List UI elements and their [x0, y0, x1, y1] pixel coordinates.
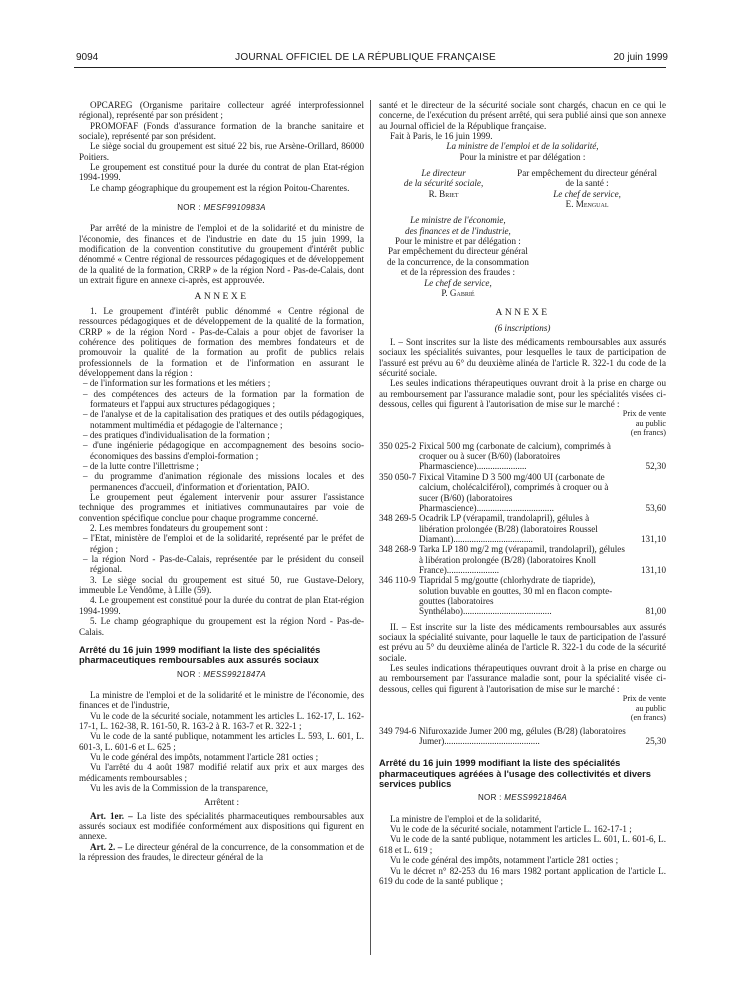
- signature-block: [379, 168, 666, 209]
- medication-row: [379, 441, 666, 472]
- paragraph: Le groupement peut également intervenir pour assurer l'assistance technique des programmes et initiatives communautaires par voie de convention spécifique conclue pour chaque programme concerné.: [79, 492, 364, 523]
- annexe-heading: ANNEXE: [495, 308, 550, 319]
- paragraph: Vu le code de la santé publique, notamment les articles L. 601, L. 601-6, L. 618 et L. 619 ;: [379, 834, 666, 855]
- signatory-title: Par empêchement du directeur général: [517, 168, 658, 179]
- list-item: – du programme d'animation régionale des missions locales et des permanences d'accueil, d'information et d'orientation, PAIO.: [83, 471, 364, 492]
- paragraph: Vu les avis de la Commission de la transparence,: [90, 783, 268, 794]
- paragraph: Vu le code de la sécurité sociale, notamment l'article L. 162-17-1 ;: [390, 824, 632, 835]
- paragraph: Le siège social du groupement est situé 22 bis, rue Arsène-Orillard, 86000 Poitiers.: [79, 141, 364, 162]
- list-item: – de l'information sur les formations et les métiers ;: [83, 378, 271, 389]
- paragraph: La ministre de l'emploi et de la solidarité et le ministre de l'économie, des finances et de l'industrie,: [79, 690, 364, 711]
- medication-price: 52,30: [645, 461, 666, 472]
- signatory-name: E. Mengual: [565, 199, 609, 210]
- list-item: – d'une ingénierie pédagogique en accompagnement des besoins socio-économiques des bassins d'emploi-formation ;: [83, 440, 364, 461]
- list-item: – de l'analyse et de la capitalisation des pratiques et des outils pédagogiques, notamment multimédia et pédagogie de l'alternance ;: [83, 409, 364, 430]
- signature-block-2: [379, 215, 537, 298]
- signatory-name: P. Gabrié: [441, 287, 475, 298]
- paragraph: 5. Le champ géographique du groupement est la région Nord - Pas-de-Calais.: [79, 616, 364, 637]
- annexe-heading: ANNEXE: [194, 291, 249, 302]
- delegation: Par empêchement du directeur général: [387, 246, 528, 257]
- medication-row: [379, 472, 666, 513]
- signatory-title: Le directeur: [421, 168, 466, 179]
- nor-reference: NOR : MESS9921846A: [477, 793, 568, 803]
- right-column: [379, 100, 666, 886]
- medication-price: 53,60: [645, 502, 666, 513]
- price-header: Prix de vente au public (en francs): [622, 694, 666, 723]
- paragraph: Les seules indications thérapeutiques ouvrant droit à la prise en charge ou au remboursement par l'assurance maladie sont, pour les spécialités visées ci-dessous, celles qui figurent à l'autorisation de mise sur le marché :: [379, 378, 666, 409]
- medication-row: 349 794-6 Nifuroxazide Jumer 200 mg, gélules (B/28) (laboratoires Jumer).......................................... 25,30: [379, 725, 666, 746]
- issue-date: 20 juin 1999: [613, 52, 668, 63]
- medication-description: Fixical Vitamine D 3 500 mg/400 UI (carbonate de calcium, cholécalciférol), comprimés à croquer ou à sucer (B/60) (laboratoires Pharmascience)..................................: [419, 471, 609, 513]
- medication-list: [379, 441, 666, 617]
- paragraph: Le champ géographique du groupement est la région Poitou-Charentes.: [90, 182, 350, 193]
- page-number: 9094: [76, 52, 99, 63]
- paragraph: 2. Les membres fondateurs du groupement sont :: [90, 523, 268, 534]
- paragraph: Vu le décret n° 82-253 du 16 mars 1982 portant application de l'article L. 619 du code de la santé publique ;: [379, 865, 666, 886]
- paragraph: santé et le directeur de la sécurité sociale sont chargés, chacun en ce qui le concerne, de l'exécution du présent arrêté, qui sera publié ainsi que son annexe au Journal officiel de la République française.: [379, 100, 666, 131]
- paragraph: Vu le code général des impôts, notamment l'article 281 octies ;: [90, 752, 319, 763]
- signatory-ministry: La ministre de l'emploi et de la solidarité,: [446, 141, 599, 152]
- price-header: Prix de vente au public (en francs): [622, 409, 666, 438]
- medication-row: [379, 513, 666, 544]
- medication-row: [379, 544, 666, 575]
- journal-title: JOURNAL OFFICIEL DE LA RÉPUBLIQUE FRANÇAISE: [235, 52, 496, 63]
- paragraph: PROMOFAF (Fonds d'assurance formation de la branche sanitaire et sociale), représenté par son président.: [79, 120, 364, 142]
- delegation: Pour la ministre et par délégation :: [459, 151, 586, 162]
- signatory-ministry: Le ministre de l'économie,: [410, 215, 506, 226]
- left-column: [79, 100, 364, 863]
- paragraph: Vu l'arrêté du 4 août 1987 modifié relatif aux prix et aux marges des médicaments remboursables ;: [79, 762, 364, 783]
- delegation: Pour le ministre et par délégation :: [395, 236, 521, 247]
- paragraph: Le groupement est constitué pour la durée du contrat de plan Etat-région 1994-1999.: [79, 162, 364, 183]
- medication-description: Ocadrik LP (vérapamil, trandolapril), gélules à libération prolongée (B/28) (laboratoires Roussel Diamant)...................................: [419, 513, 598, 544]
- nor-reference: NOR : MESF9910983A: [177, 203, 266, 213]
- column-divider: [370, 100, 371, 955]
- decree-title: Arrêté du 16 juin 1999 modifiant la liste des spécialités pharmaceutiques remboursables aux assurés sociaux: [79, 644, 321, 666]
- medication-price: 81,00: [645, 606, 666, 617]
- page-header: [0, 50, 731, 66]
- medication-price: 131,10: [640, 533, 666, 544]
- paragraph: 4. Le groupement est constitué pour la durée du contrat de plan Etat-région 1994-1999.: [79, 595, 364, 616]
- medication-code: 350 025-2: [379, 440, 417, 451]
- list-item: – des compétences des acteurs de la formation par la formation de formateurs et l'appui aux structures pédagogiques ;: [83, 388, 364, 409]
- paragraph: La ministre de l'emploi et de la solidarité,: [390, 813, 542, 824]
- list-item: – de la lutte contre l'illettrisme ;: [83, 461, 199, 471]
- medication-description: Tarka LP 180 mg/2 mg (vérapamil, trandolapril), gélules à libération prolongée (B/28) (laboratoires Knoll France).......................: [419, 544, 625, 575]
- paragraph: OPCAREG (Organisme paritaire collecteur agréé interprofessionnel régional), représenté par son président ;: [79, 100, 364, 121]
- decree-title: Arrêté du 16 juin 1999 modifiant la liste des spécialités pharmaceutiques agréées à l'usage des collectivités et divers services publics: [379, 758, 651, 790]
- medication-description: Fixical 500 mg (carbonate de calcium), comprimés à croquer ou à sucer (B/60) (laboratoires Pharmascience)......................: [419, 440, 611, 472]
- signatory-title: Le chef de service,: [553, 188, 621, 199]
- signatory-ministry: des finances et de l'industrie,: [405, 225, 511, 236]
- signatory-name: R. Briet: [428, 188, 459, 199]
- paragraph: 1. Le groupement d'intérêt public dénommé « Centre régional de ressources pédagogiques et de développement de la qualité de la formation, CRRP » de la région Nord - Pas-de-Calais a pour objet de favoriser la cohérence des politiques de formation des membres fondateurs et de promouvoir la qualité de la formation au profit de publics relais professionnels de la formation et de l'information en assurant le développement dans la région :: [79, 305, 364, 378]
- nor-reference: NOR : MESS9921847A: [176, 669, 267, 679]
- article-1: Art. 1er. – La liste des spécialités pharmaceutiques remboursables aux assurés sociaux est modifiée conformément aux dispositions qui figurent en annexe.: [79, 810, 364, 842]
- inscriptions-count: (6 inscriptions): [494, 322, 551, 333]
- signatory-title: de la sécurité sociale,: [403, 178, 484, 189]
- medication-price: 131,10: [640, 564, 666, 575]
- medication-description: Tiapridal 5 mg/goutte (chlorhydrate de tiapride), solution buvable en gouttes, 30 ml en flacon compte-gouttes (laboratoires Synthélabo).......................................: [419, 575, 613, 617]
- paragraph: Par arrêté de la ministre de l'emploi et de la solidarité et du ministre de l'économie, des finances et de l'industrie en date du 15 juin 1999, la modification de la convention constitutive du groupement d'intérêt public dénommé « Centre régional de ressources pédagogiques et de développement de la qualité de la formation, CRRP » de la région Nord - Pas-de-Calais, dont un extrait figure en annexe ci-après, est approuvée.: [79, 223, 364, 286]
- paragraph: Les seules indications thérapeutiques ouvrant droit à la prise en charge ou au remboursement par l'assurance maladie sont, pour la spécialité visée ci-dessous, celles qui figurent à l'autorisation de mise sur le marché :: [379, 663, 666, 694]
- delegation: de la concurrence, de la consommation: [386, 256, 529, 267]
- list-item: – la région Nord - Pas-de-Calais, représentée par le président du conseil régional.: [83, 554, 364, 575]
- medication-code: 348 269-5: [379, 513, 417, 524]
- medication-code: 346 110-9: [379, 575, 416, 586]
- paragraph: Vu le code général des impôts, notamment l'article 281 octies ;: [390, 855, 619, 866]
- header-rule: [74, 67, 666, 68]
- delegation: et de la répression des fraudes :: [400, 267, 515, 278]
- paragraph: Vu le code de la sécurité sociale, notamment les articles L. 162-17, L. 162-17-1, L. 162-38, R. 161-50, R. 163-2 à R. 163-7 et R. 322-1 ;: [79, 710, 364, 732]
- paragraph: I. – Sont inscrites sur la liste des médicaments remboursables aux assurés sociaux les spécialités suivantes, pour lesquelles le taux de participation de l'assuré est prévu au 6° du deuxième alinéa de l'article R. 322-1 du code de la sécurité sociale.: [379, 336, 666, 378]
- signatory-title: de la santé :: [565, 178, 609, 189]
- signature-place-date: Fait à Paris, le 16 juin 1999.: [390, 131, 493, 142]
- signatory-title: Le chef de service,: [424, 277, 492, 288]
- medication-code: 348 268-9: [379, 544, 417, 555]
- arretent: Arrêtent :: [203, 797, 240, 808]
- list-item: – des pratiques d'individualisation de la formation ;: [83, 429, 270, 440]
- list-item: – l'Etat, ministère de l'emploi et de la solidarité, représenté par le préfet de région ;: [83, 533, 364, 554]
- paragraph: 3. Le siège social du groupement est situé 50, rue Gustave-Delory, immeuble Le Vendôme, à Lille (59).: [79, 574, 364, 596]
- paragraph: Vu le code de la santé publique, notamment les articles L. 593, L. 601, L. 601-3, L. 601-6 et L. 625 ;: [79, 731, 364, 752]
- paragraph: II. – Est inscrite sur la liste des médicaments remboursables aux assurés sociaux la spécialité suivante, pour laquelle le taux de participation de l'assuré est prévu au 5° du deuxième alinéa de l'article R. 322-1 du code de la sécurité sociale.: [379, 621, 666, 663]
- medication-code: 350 050-7: [379, 471, 417, 482]
- article-2: Art. 2. – Le directeur général de la concurrence, de la consommation et de la répression des fraudes, le directeur général de la: [79, 841, 365, 863]
- medication-row: [379, 575, 666, 616]
